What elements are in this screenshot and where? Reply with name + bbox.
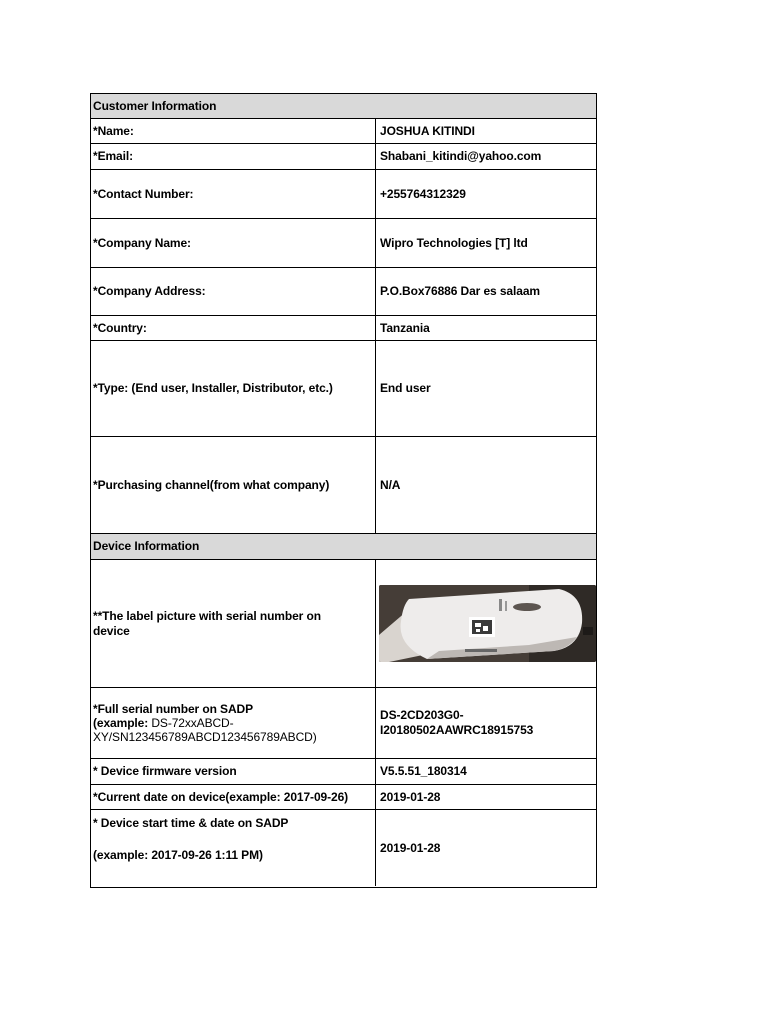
email-label: *Email: [93, 149, 133, 163]
company-address-row [91, 268, 596, 316]
name-value: JOSHUA KITINDI [380, 123, 475, 138]
company-name-row [91, 219, 596, 268]
serial-number-value-line2: I20180502AAWRC18915753 [380, 723, 534, 737]
firmware-version-row [91, 759, 596, 785]
type-value: End user [380, 381, 431, 395]
serial-number-row [91, 688, 596, 759]
contact-number-value: +255764312329 [380, 186, 466, 201]
purchasing-channel-value: N/A [380, 477, 401, 492]
serial-example-value: DS-72xxABCD-XY/SN123456789ABCD123456789ABCD) [93, 716, 317, 744]
contact-number-row [91, 170, 596, 219]
customer-information-header-row [91, 94, 596, 119]
start-time-row [91, 810, 596, 886]
type-label: *Type: (End user, Installer, Distributor, etc.) [93, 381, 333, 395]
serial-number-label: *Full serial number on SADP [93, 702, 253, 716]
country-label: *Country: [93, 320, 147, 335]
type-row [91, 341, 596, 437]
device-information-header-row [91, 534, 596, 560]
purchasing-channel-label: *Purchasing channel(from what company) [93, 477, 330, 492]
purchasing-channel-row [91, 437, 596, 534]
country-row [91, 316, 596, 341]
company-address-label: *Company Address: [93, 284, 206, 298]
current-date-value: 2019-01-28 [380, 789, 441, 804]
label-picture-row [91, 560, 596, 688]
name-row [91, 119, 596, 144]
firmware-version-value: V5.5.51_180314 [380, 764, 467, 778]
start-time-label: * Device start time & date on SADP [93, 816, 289, 830]
country-value: Tanzania [380, 320, 430, 335]
start-time-example: (example: 2017-09-26 1:11 PM) [93, 848, 263, 862]
email-value: Shabani_kitindi@yahoo.com [380, 149, 542, 163]
company-address-value: P.O.Box76886 Dar es salaam [380, 284, 540, 298]
current-date-row [91, 785, 596, 810]
start-time-value: 2019-01-28 [380, 840, 441, 855]
label-picture-label: **The label picture with serial number on device [93, 608, 321, 638]
company-name-value: Wipro Technologies [T] ltd [380, 235, 528, 250]
company-name-label: *Company Name: [93, 235, 191, 250]
device-information-header: Device Information [93, 539, 200, 553]
name-label: *Name: [93, 123, 134, 138]
camera-label-image [379, 585, 596, 662]
device-label-photo [379, 585, 596, 662]
current-date-label: *Current date on device(example: 2017-09-26) [93, 789, 349, 804]
firmware-version-label: * Device firmware version [93, 764, 237, 778]
serial-number-value-line1: DS-2CD203G0- [380, 708, 464, 722]
serial-example-prefix: (example: [93, 716, 152, 730]
email-row [91, 144, 596, 170]
customer-form-table [90, 93, 597, 888]
customer-information-header: Customer Information [93, 98, 217, 113]
contact-number-label: *Contact Number: [93, 186, 194, 201]
